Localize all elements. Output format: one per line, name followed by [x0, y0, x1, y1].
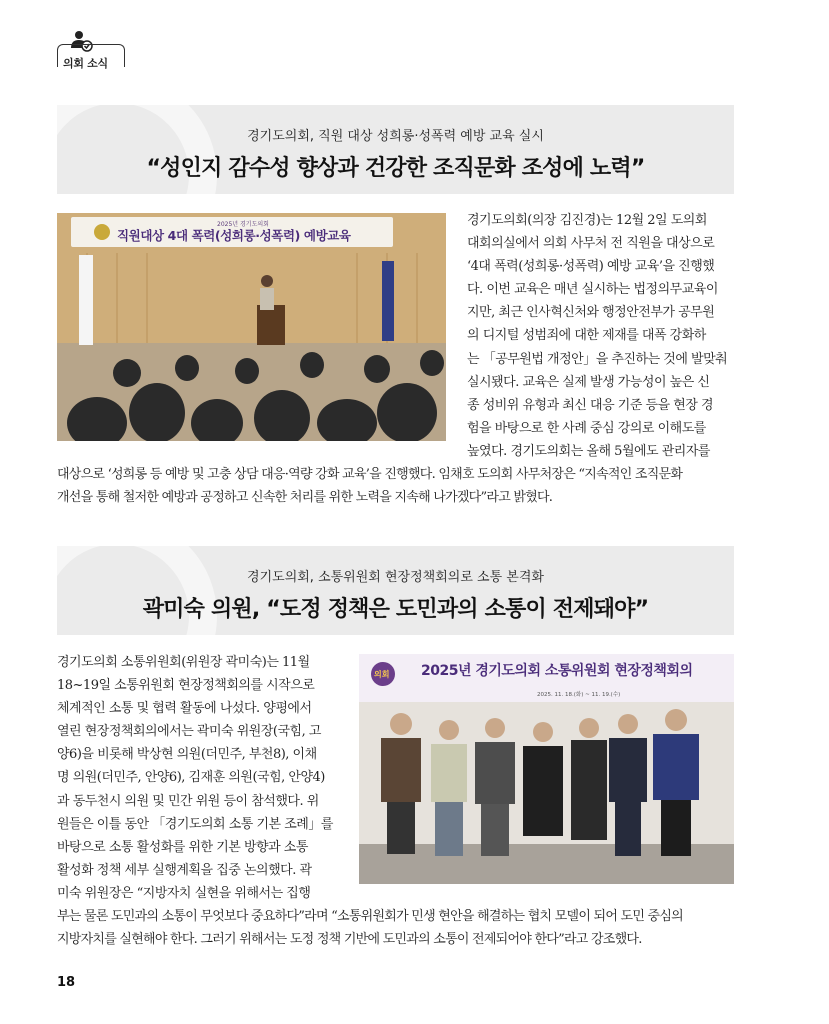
article2-photo-banner: 2025년 경기도의회 소통위원회 현장정책회의 [421, 663, 693, 679]
text-line: ‘4대 폭력(성희롱·성폭력) 예방 교육’을 진행했 [467, 259, 715, 275]
article1-body-full [57, 463, 747, 509]
article2-photo-logo: 의회 [374, 670, 390, 679]
text-line: 과 동두천시 의원 및 민간 위원 등이 참석했다. 위 [57, 793, 319, 809]
text-line: 활성화 정책 세부 실행계획을 집중 논의했다. 곽 [57, 862, 312, 878]
text-line: 의 디지털 성범죄에 대한 제재를 대폭 강화하 [467, 328, 706, 344]
text-line: 높였다. 경기도의회는 올해 5월에도 관리자를 [467, 443, 710, 459]
article2-subtitle: 경기도의회, 소통위원회 현장정책회의로 소통 본격화 [247, 570, 544, 585]
article2-photo-banner-date: 2025. 11. 18.(화) ~ 11. 19.(수) [537, 692, 621, 698]
text-line: 실시됐다. 교육은 실제 발생 가능성이 높은 신 [467, 374, 710, 390]
text-line: 개선을 통해 철저한 예방과 공정하고 신속한 처리를 위한 노력을 지속해 나가겠다”라고 밝혔다. [57, 490, 553, 506]
text-line: 양6)을 비롯해 박상현 의원(더민주, 부천8), 이채 [57, 747, 317, 763]
article2-body-full [57, 905, 747, 951]
article2-title-box [57, 546, 734, 635]
text-line: 지방자치를 실현해야 한다. 그러기 위해서는 도정 정책 기반에 도민과의 소통이 전제되어야 한다”라고 강조했다. [57, 932, 642, 948]
text-line: 열린 현장정책회의에서는 곽미숙 위원장(국힘, 고 [57, 724, 321, 740]
article2-photo [359, 654, 734, 884]
article1-headline: “성인지 감수성 향상과 건강한 조직문화 조성에 노력” [146, 156, 645, 181]
text-line: 명 의원(더민주, 안양6), 김재훈 의원(국힘, 안양4) [57, 770, 325, 786]
article1-body-side [467, 209, 735, 463]
section-label: 의회 소식 [63, 57, 108, 70]
article1-title-box [57, 105, 734, 194]
text-line: 경기도의회(의장 김진경)는 12월 2일 도의회 [467, 213, 707, 228]
article1-photo [57, 213, 446, 441]
text-line: 18~19일 소통위원회 현장정책회의를 시작으로 [57, 678, 315, 694]
text-line: 는 「공무원법 개정안」을 추진하는 것에 발맞춰 [467, 351, 728, 367]
text-line: 미숙 위원장은 “지방자치 실현을 위해서는 집행 [57, 885, 311, 901]
text-line: 체계적인 소통 및 협력 활동에 나섰다. 양평에서 [57, 701, 312, 717]
text-line: 바탕으로 소통 활성화를 위한 기본 방향과 소통 [57, 839, 308, 855]
text-line: 험을 바탕으로 한 사례 중심 강의로 이해도를 [467, 420, 706, 436]
text-line: 대회의실에서 의회 사무처 전 직원을 대상으로 [467, 236, 715, 252]
text-line: 부는 물론 도민과의 소통이 무엇보다 중요하다”라며 “소통위원회가 민생 현안을 해결하는 협치 모델이 되어 도민 중심의 [57, 909, 683, 924]
article1-photo-banner: 직원대상 4대 폭력(성희롱·성폭력) 예방교육 [117, 228, 351, 243]
text-line: 경기도의회 소통위원회(위원장 곽미숙)는 11월 [57, 655, 310, 670]
section-header [57, 30, 125, 68]
text-line: 원들은 이틀 동안 「경기도의회 소통 기본 조례」를 [57, 816, 333, 832]
article2-headline: 곽미숙 의원, “도정 정책은 도민과의 소통이 전제돼야” [142, 597, 649, 622]
text-line: 종 성비위 유형과 최신 대응 기준 등을 현장 경 [467, 397, 714, 413]
article1-subtitle: 경기도의회, 직원 대상 성희롱·성폭력 예방 교육 실시 [247, 129, 544, 144]
text-line: 대상으로 ‘성희롱 등 예방 및 고충 상담 대응·역량 강화 교육’을 진행했다. 임채호 도의회 사무처장은 “지속적인 조직문화 [57, 467, 683, 482]
page-number: 18 [57, 975, 76, 990]
article2-body-side [57, 651, 337, 905]
text-line: 지만, 최근 인사혁신처와 행정안전부가 공무원 [467, 305, 715, 321]
text-line: 다. 이번 교육은 매년 실시하는 법정의무교육이 [467, 282, 718, 298]
article1-photo-banner-small: 2025년 경기도의회 [217, 221, 269, 228]
